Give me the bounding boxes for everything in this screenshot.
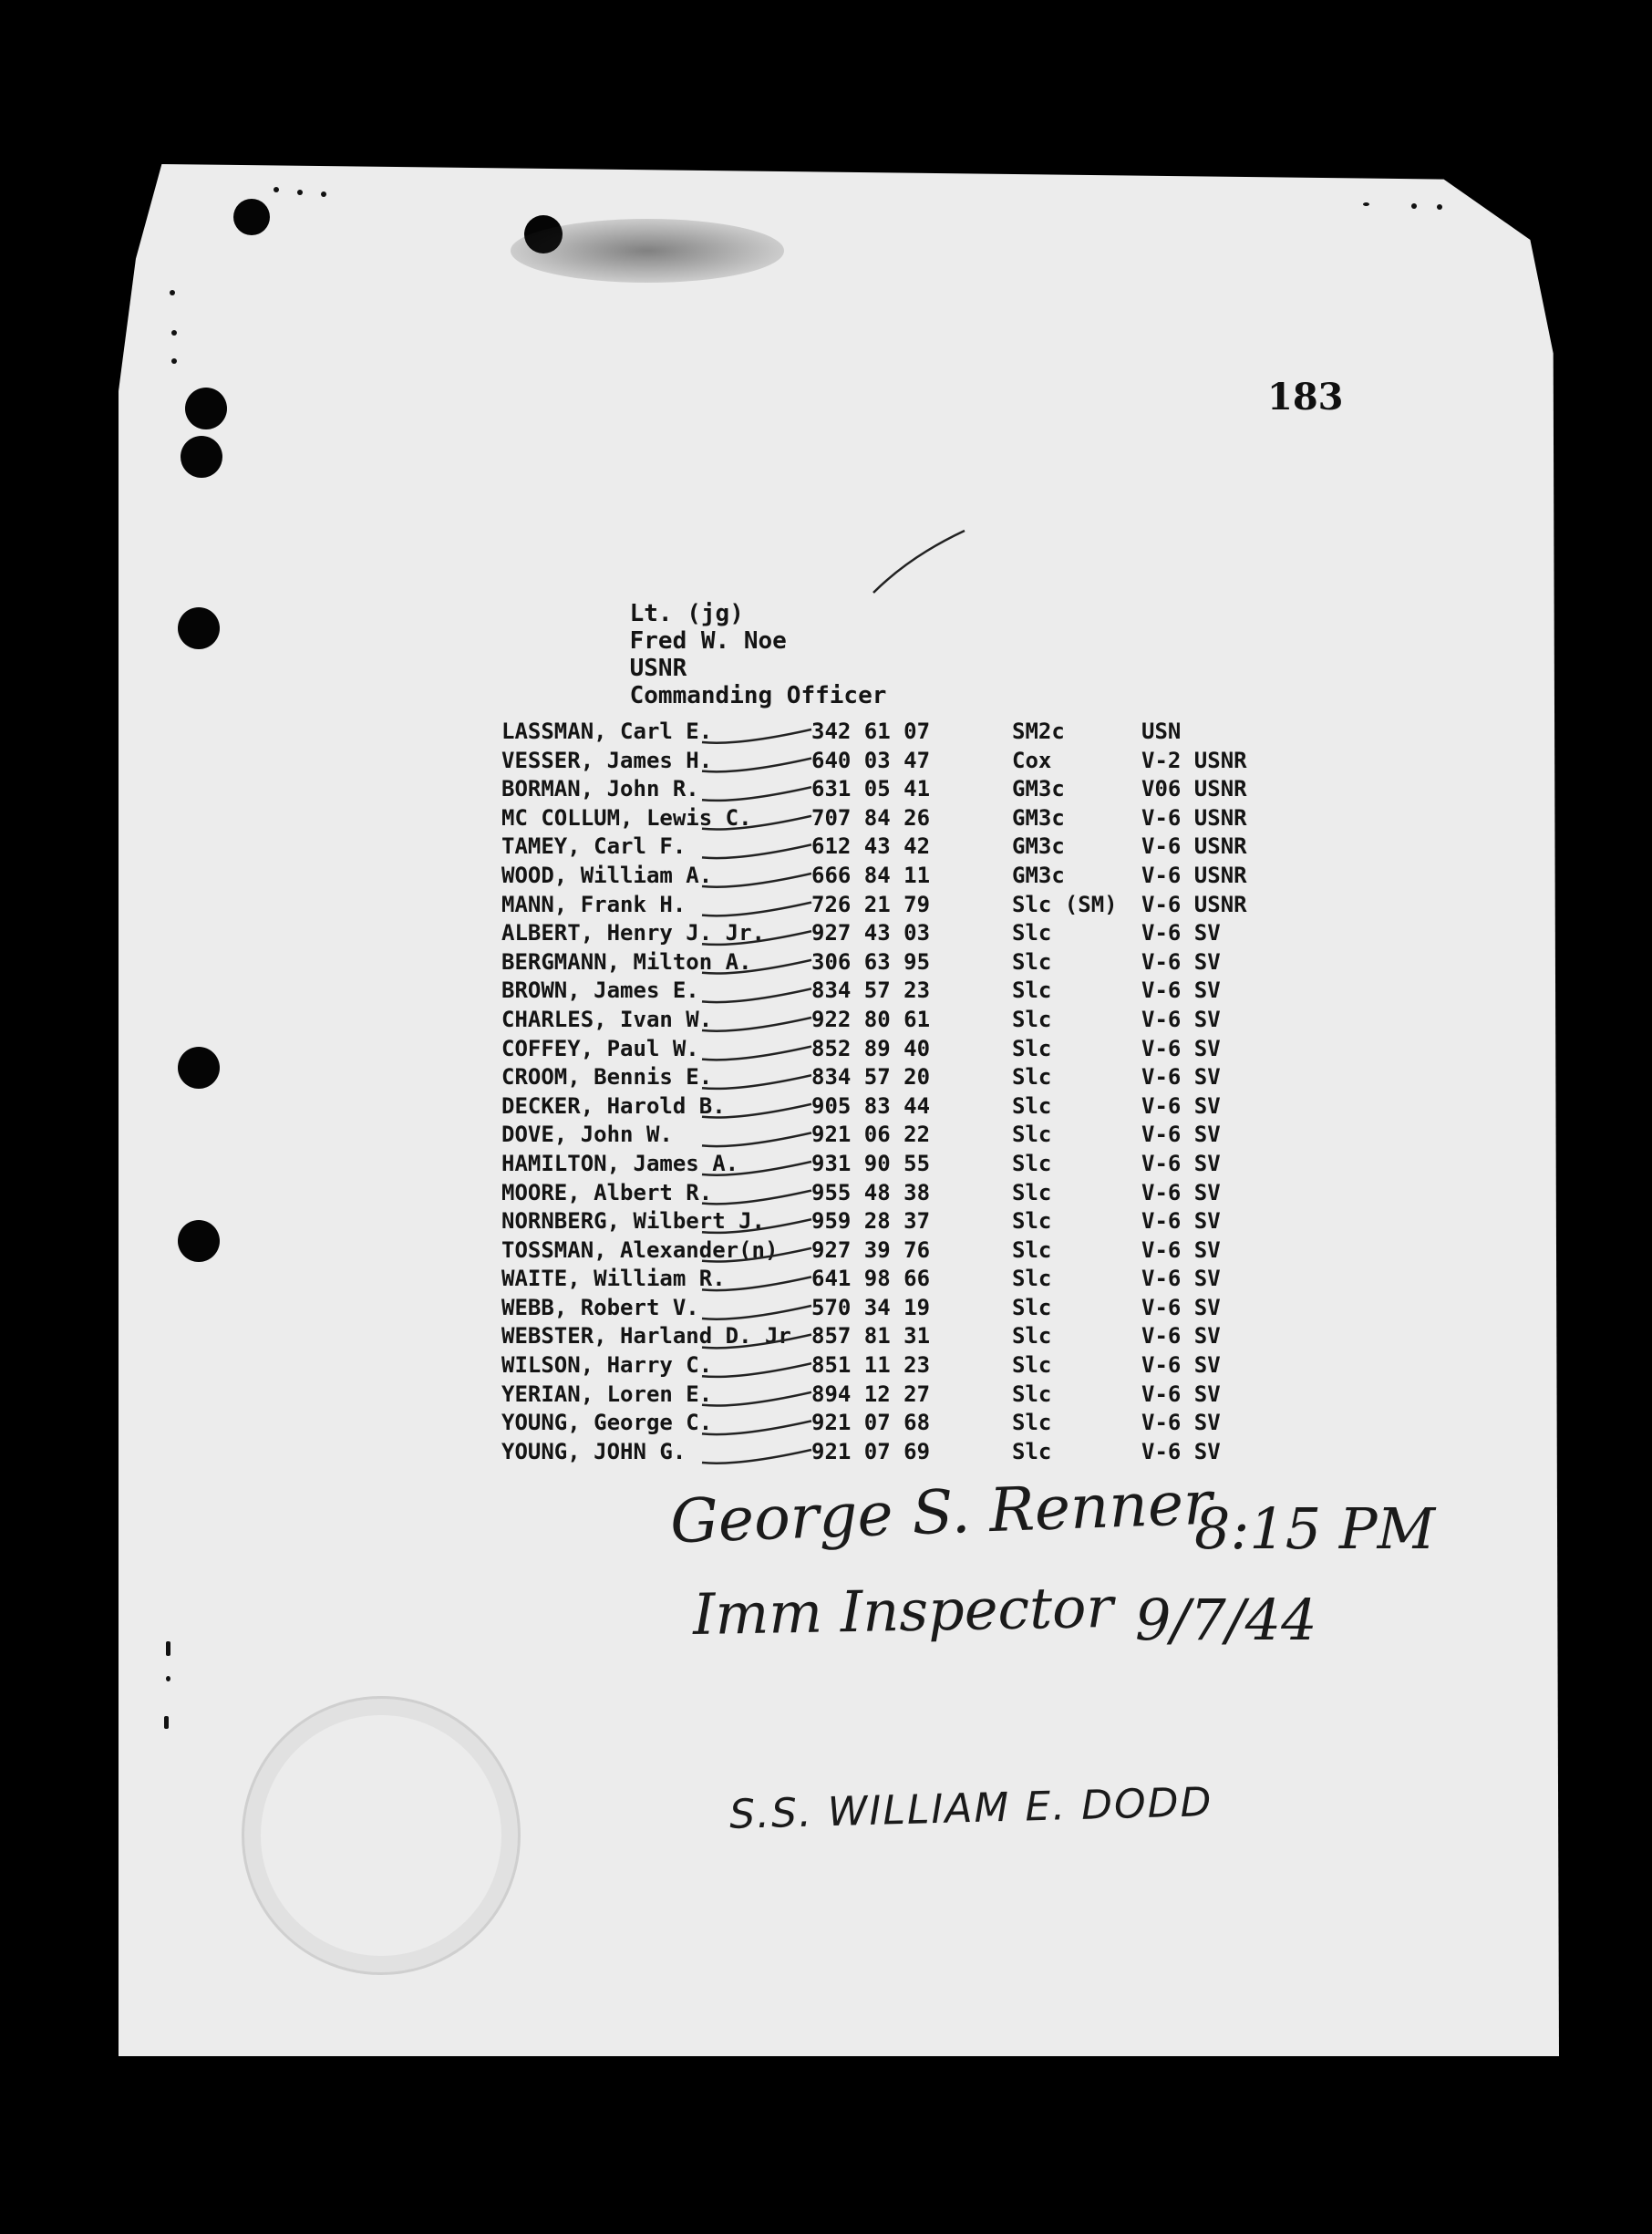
service-number: 641 98 66 <box>811 1266 931 1292</box>
classification: V-6 SV <box>1141 1438 1221 1464</box>
service-number: 306 63 95 <box>811 948 931 975</box>
speck <box>1437 204 1442 210</box>
classification: V-6 USNR <box>1141 804 1247 831</box>
service-number: 921 07 68 <box>811 1410 931 1436</box>
crew-name: WEBB, Robert V. <box>501 1294 699 1320</box>
smudge <box>511 219 784 283</box>
crew-name: BERGMANN, Milton A. <box>501 948 752 975</box>
crew-name: MC COLLUM, Lewis C. <box>501 804 752 831</box>
classification: V-6 SV <box>1141 1352 1221 1379</box>
crew-name: YOUNG, JOHN G. <box>501 1438 687 1464</box>
service-number: 921 07 69 <box>811 1438 931 1464</box>
officer-service: USNR <box>629 655 687 682</box>
classification: V-6 SV <box>1141 977 1221 1004</box>
speck <box>321 191 326 197</box>
rate: Slc <box>1012 1006 1052 1032</box>
officer-role: Commanding Officer <box>629 682 887 709</box>
speck <box>171 358 177 364</box>
rate: SM2c <box>1012 719 1065 744</box>
classification: V-6 SV <box>1141 920 1221 946</box>
rate: Slc <box>1012 1323 1052 1350</box>
crew-name: WAITE, William R. <box>501 1266 726 1292</box>
officer-rank: Lt. (jg) <box>629 600 744 627</box>
crew-name: LASSMAN, Carl E. <box>501 719 713 744</box>
service-number: 857 81 31 <box>811 1323 931 1350</box>
classification: V-6 USNR <box>1141 833 1247 860</box>
classification: USN <box>1141 719 1182 744</box>
classification: V06 USNR <box>1141 776 1247 802</box>
service-number: 927 39 76 <box>811 1236 931 1263</box>
rate: Slc <box>1012 1294 1052 1320</box>
rate: Slc <box>1012 977 1052 1004</box>
speck <box>171 330 177 336</box>
classification: V-6 SV <box>1141 1323 1221 1350</box>
classification: V-6 SV <box>1141 1006 1221 1032</box>
punch-hole <box>178 1047 220 1089</box>
service-number: 905 83 44 <box>811 1092 931 1119</box>
rate: Slc <box>1012 948 1052 975</box>
embossed-seal <box>242 1696 521 1975</box>
rate: Slc <box>1012 1035 1052 1061</box>
crew-name: BORMAN, John R. <box>501 776 699 802</box>
service-number: 570 34 19 <box>811 1294 931 1320</box>
classification: V-6 SV <box>1141 1208 1221 1235</box>
service-number: 955 48 38 <box>811 1179 931 1205</box>
commanding-officer-line <box>573 573 912 737</box>
speck <box>297 190 303 195</box>
service-number: 640 03 47 <box>811 747 931 773</box>
rate: Slc <box>1012 1381 1052 1407</box>
rate: GM3c <box>1012 862 1065 888</box>
classification: V-6 SV <box>1141 1266 1221 1292</box>
speck <box>166 1676 170 1681</box>
classification: V-6 SV <box>1141 1064 1221 1091</box>
service-number: 612 43 42 <box>811 833 931 860</box>
inspector-signature: George S. Renner <box>668 1467 1213 1557</box>
service-number: 959 28 37 <box>811 1208 931 1235</box>
rate: Cox <box>1012 747 1052 773</box>
classification: V-6 USNR <box>1141 891 1247 917</box>
rate: Slc <box>1012 1352 1052 1379</box>
crew-name: YOUNG, George C. <box>501 1410 713 1436</box>
speck <box>166 1641 170 1656</box>
punch-hole <box>178 1220 220 1262</box>
rate: Slc <box>1012 1179 1052 1205</box>
classification: V-6 USNR <box>1141 862 1247 888</box>
classification: V-6 SV <box>1141 948 1221 975</box>
speck <box>274 187 279 192</box>
service-number: 631 05 41 <box>811 776 931 802</box>
service-number: 852 89 40 <box>811 1035 931 1061</box>
punch-hole <box>185 388 227 429</box>
service-number: 707 84 26 <box>811 804 931 831</box>
classification: V-6 SV <box>1141 1122 1221 1148</box>
punch-hole <box>178 607 220 649</box>
crew-name: WILSON, Harry C. <box>501 1352 713 1379</box>
crew-name: YERIAN, Loren E. <box>501 1381 713 1407</box>
classification: V-6 SV <box>1141 1035 1221 1061</box>
crew-name: DOVE, John W. <box>501 1122 673 1148</box>
signature-time: 8:15 PM <box>1194 1495 1436 1562</box>
speck <box>170 290 175 295</box>
service-number: 894 12 27 <box>811 1381 931 1407</box>
rate: GM3c <box>1012 776 1065 802</box>
crew-name: MOORE, Albert R. <box>501 1179 713 1205</box>
ship-name: S.S. WILLIAM E. DODD <box>728 1779 1213 1838</box>
rate: Slc (SM) <box>1012 891 1118 917</box>
rate: Slc <box>1012 1410 1052 1436</box>
crew-name: WEBSTER, Harland D. Jr <box>501 1323 791 1350</box>
service-number: 922 80 61 <box>811 1006 931 1032</box>
service-number: 834 57 23 <box>811 977 931 1004</box>
speck <box>164 1716 169 1729</box>
classification: V-6 SV <box>1141 1294 1221 1320</box>
speck <box>1363 202 1369 206</box>
classification: V-6 SV <box>1141 1381 1221 1407</box>
inspector-title: Imm Inspector <box>692 1573 1114 1649</box>
rate: Slc <box>1012 1150 1052 1176</box>
rate: Slc <box>1012 1266 1052 1292</box>
classification: V-2 USNR <box>1141 747 1247 773</box>
crew-name: TOSSMAN, Alexander(n) <box>501 1236 779 1263</box>
speck <box>1411 203 1417 209</box>
service-number: 342 61 07 <box>811 719 931 744</box>
service-number: 851 11 23 <box>811 1352 931 1379</box>
crew-name: CROOM, Bennis E. <box>501 1064 713 1091</box>
service-number: 666 84 11 <box>811 862 931 888</box>
service-number: 834 57 20 <box>811 1064 931 1091</box>
punch-hole <box>181 436 222 478</box>
signature-date: 9/7/44 <box>1135 1587 1317 1653</box>
crew-name: DECKER, Harold B. <box>501 1092 726 1119</box>
crew-name: ALBERT, Henry J. Jr. <box>501 920 765 946</box>
classification: V-6 SV <box>1141 1236 1221 1263</box>
rate: Slc <box>1012 920 1052 946</box>
classification: V-6 SV <box>1141 1092 1221 1119</box>
crew-name: CHARLES, Ivan W. <box>501 1006 713 1032</box>
crew-name: TAMEY, Carl F. <box>501 833 687 860</box>
punch-hole <box>233 199 270 235</box>
crew-name: BROWN, James E. <box>501 977 699 1004</box>
crew-name: COFFEY, Paul W. <box>501 1035 699 1061</box>
classification: V-6 SV <box>1141 1410 1221 1436</box>
crew-name: MANN, Frank H. <box>501 891 687 917</box>
rate: Slc <box>1012 1208 1052 1235</box>
service-number: 931 90 55 <box>811 1150 931 1176</box>
service-number: 927 43 03 <box>811 920 931 946</box>
crew-name: HAMILTON, James A. <box>501 1150 739 1176</box>
classification: V-6 SV <box>1141 1179 1221 1205</box>
rate: Slc <box>1012 1064 1052 1091</box>
rate: GM3c <box>1012 804 1065 831</box>
classification: V-6 SV <box>1141 1150 1221 1176</box>
rate: GM3c <box>1012 833 1065 860</box>
rate: Slc <box>1012 1092 1052 1119</box>
service-number: 726 21 79 <box>811 891 931 917</box>
rate: Slc <box>1012 1438 1052 1464</box>
crew-name: WOOD, William A. <box>501 862 713 888</box>
page-number: 183 <box>1267 376 1344 419</box>
rate: Slc <box>1012 1122 1052 1148</box>
officer-name: Fred W. Noe <box>629 627 787 655</box>
rate: Slc <box>1012 1236 1052 1263</box>
service-number: 921 06 22 <box>811 1122 931 1148</box>
crew-name: VESSER, James H. <box>501 747 713 773</box>
crew-name: NORNBERG, Wilbert J. <box>501 1208 765 1235</box>
